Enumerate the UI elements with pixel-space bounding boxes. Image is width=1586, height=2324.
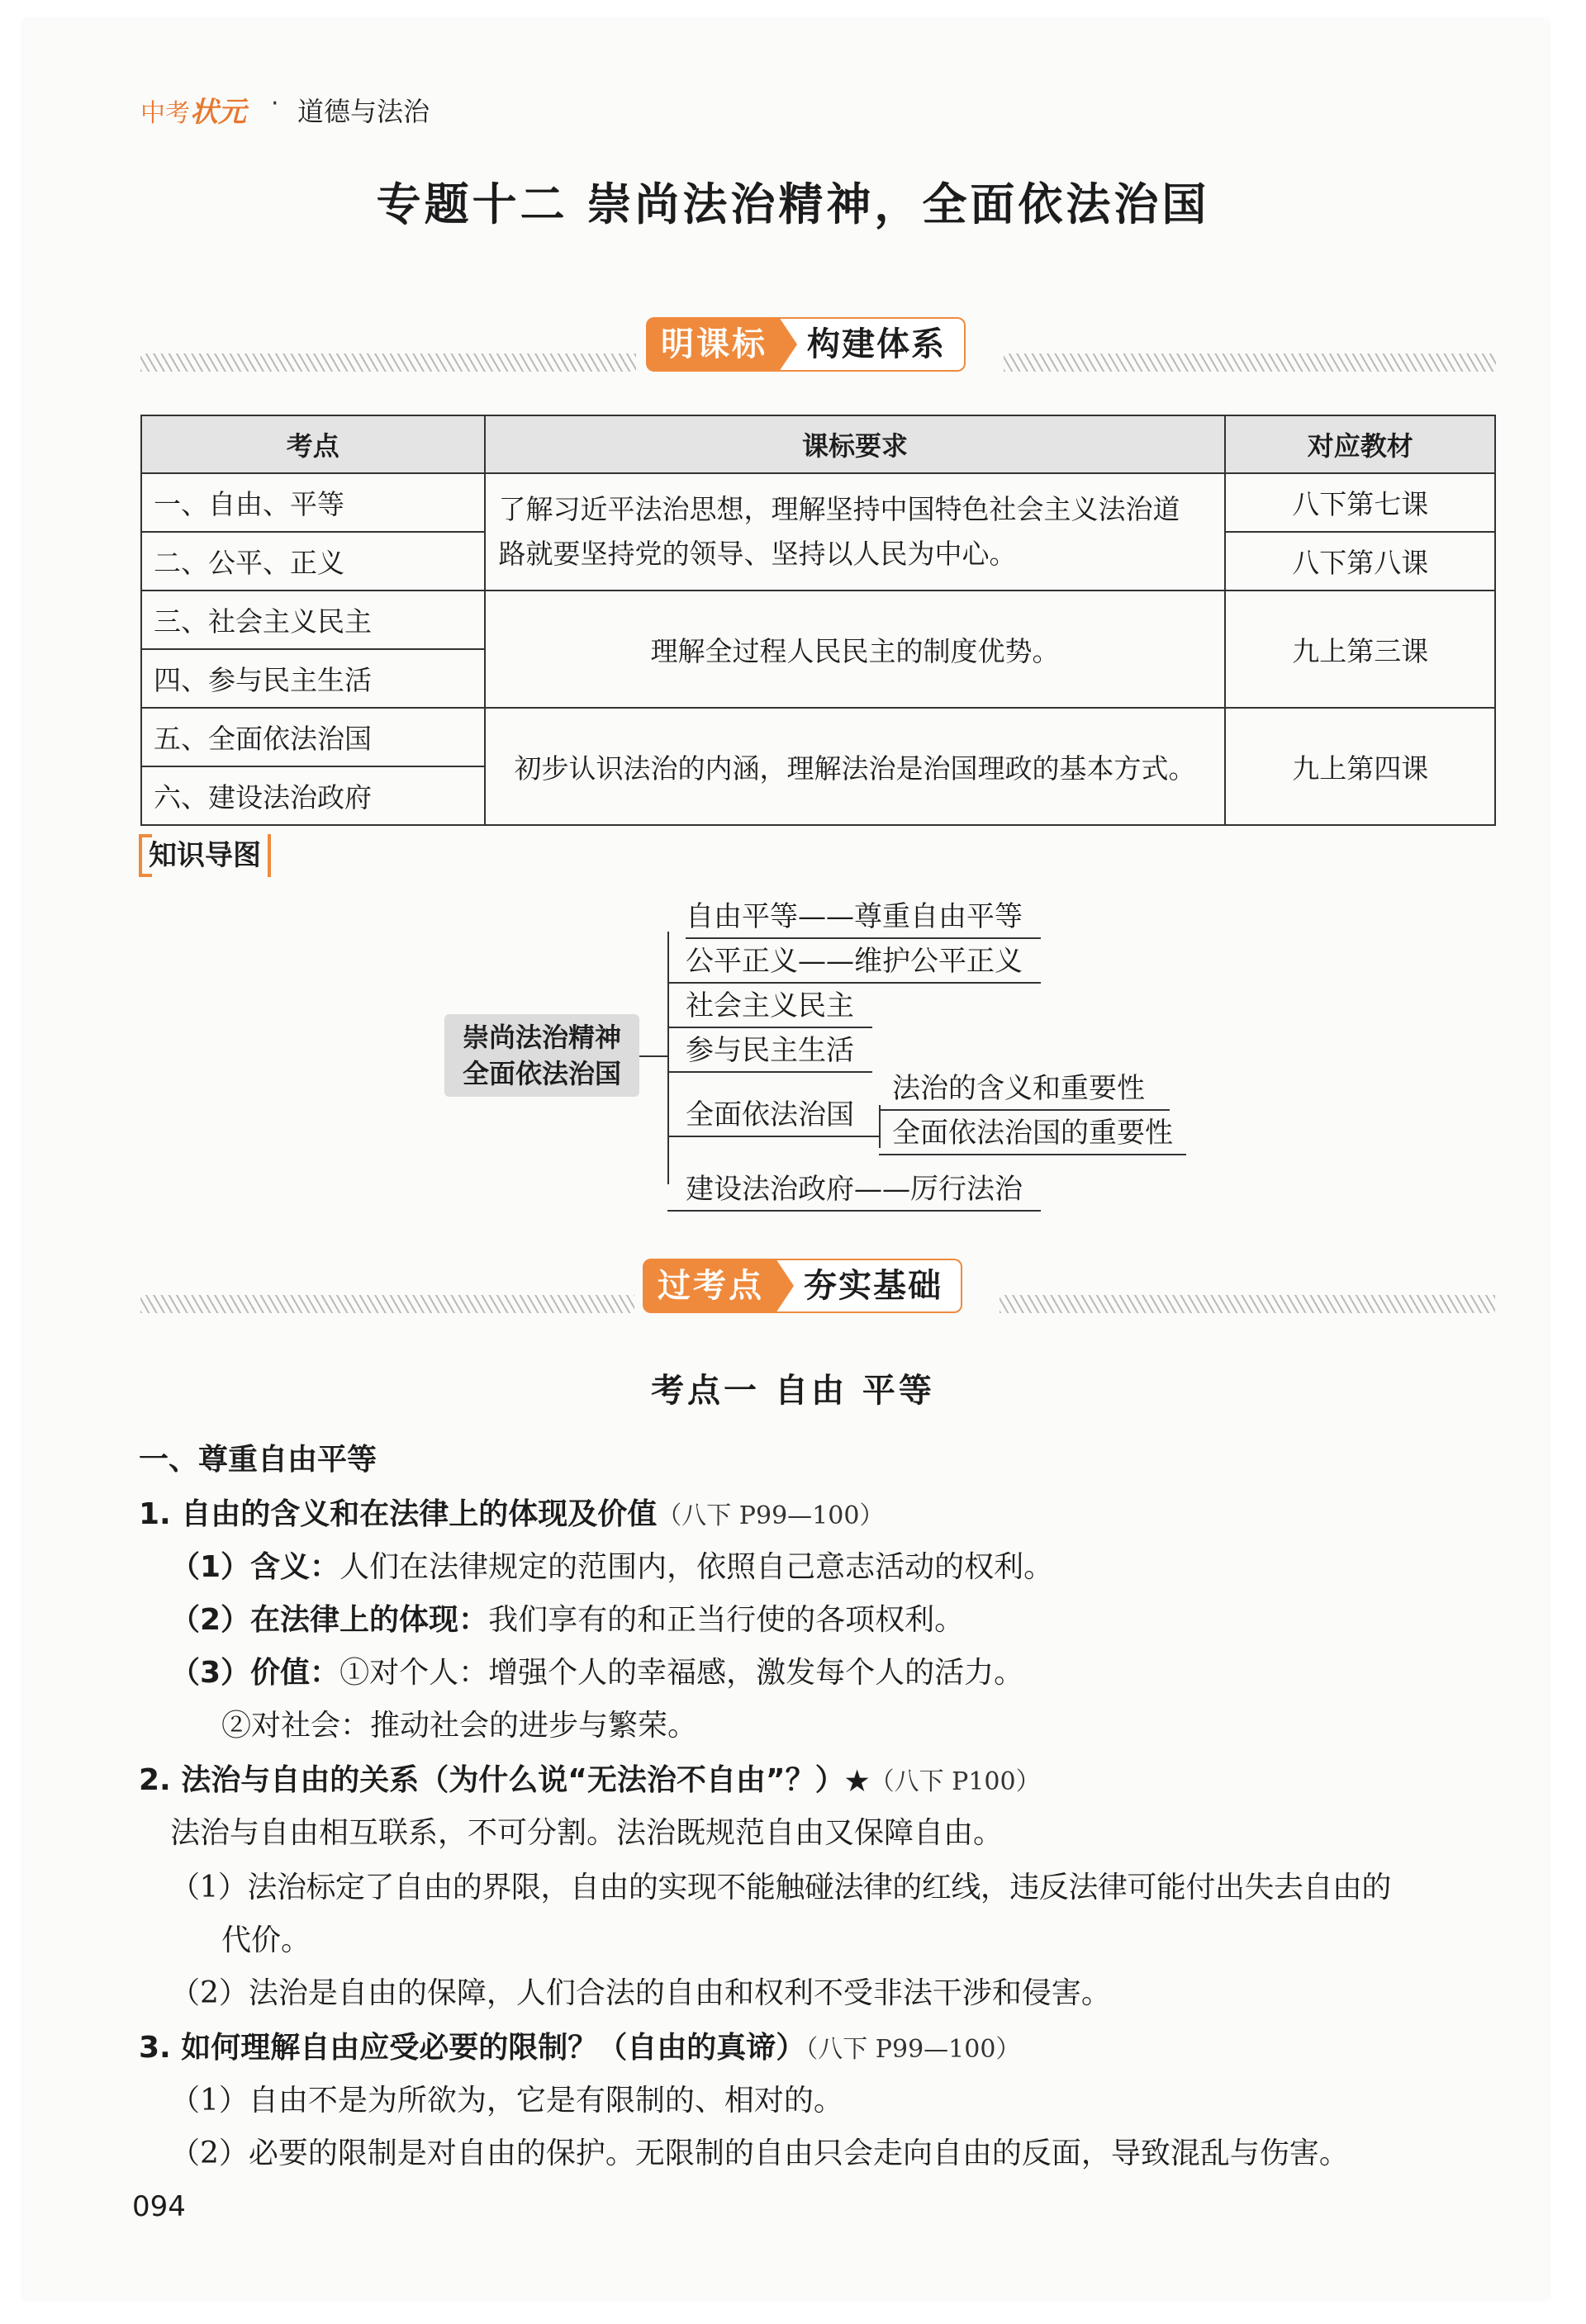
sub-branch-rule-importance: 全面依法治国的重要性: [879, 1110, 1186, 1155]
banner-right-label: 构建体系: [779, 317, 966, 372]
textbook-cell: 九上第三课: [1225, 590, 1495, 708]
requirement-cell: 理解全过程人民民主的制度优势。: [485, 590, 1226, 708]
page-title: 专题十二 崇尚法治精神，全面依法治国: [376, 178, 1210, 230]
star-icon: ★: [844, 1767, 870, 1796]
brand-highlight: 状元: [190, 96, 246, 129]
textbook-cell: 九上第四课: [1225, 708, 1495, 825]
subject-label: 道德与法治: [297, 96, 430, 127]
answer-text: 人们在法律规定的范围内，依照自己意志活动的权利。: [340, 1550, 1054, 1584]
header-cell: 考点: [141, 415, 485, 473]
textbook-ref: （八下 P100）: [869, 1767, 1041, 1796]
hatch-divider-right: [1000, 1295, 1495, 1313]
branch-law-based-government: 建设法治政府——厉行法治: [667, 1166, 1041, 1212]
answer-line: ②对社会：推动社会的进步与繁荣。: [221, 1709, 698, 1743]
answer-line: 代价。: [221, 1923, 311, 1957]
brand-prefix: 中考: [140, 99, 190, 128]
question-1: [139, 1497, 885, 1531]
table-row: [141, 590, 1495, 649]
header-cell: 课标要求: [485, 415, 1226, 473]
banner-left-label: 明课标: [646, 317, 779, 372]
answer-line: [170, 1550, 1054, 1584]
answer-line: 法治与自由相互联系，不可分割。法治既规范自由又保障自由。: [170, 1816, 1004, 1850]
branch-democratic-life: 参与民主生活: [667, 1027, 872, 1073]
answer-label: （2）在法律上的体现：: [170, 1603, 489, 1637]
heading-respect-freedom: 一、尊重自由平等: [139, 1443, 378, 1477]
answer-line: （2）法治是自由的保障，人们合法的自由和权利不受非法干涉和侵害。: [170, 1976, 1111, 2010]
point-cell: 一、自由、平等: [141, 473, 485, 532]
page-number: 094: [132, 2190, 186, 2223]
connector-line: [639, 1055, 667, 1057]
mindmap-root: [444, 1014, 639, 1097]
table-row: [141, 473, 1495, 532]
hatch-divider-left: [140, 353, 636, 372]
answer-line: （1）法治标定了自由的界限，自由的实现不能触碰法律的红线，违反法律可能付出失去自由的: [170, 1871, 1391, 1904]
answer-line: （1）自由不是为所欲为，它是有限制的、相对的。: [170, 2084, 843, 2118]
answer-label: （1）含义：: [170, 1550, 340, 1584]
requirement-line: 了解习近平法治思想，理解坚持中国特色社会主义法治道: [498, 493, 1180, 525]
hatch-divider-right: [1004, 353, 1496, 372]
point-cell: 四、参与民主生活: [141, 649, 485, 708]
textbook-ref: （八下 P99—100）: [805, 2035, 1021, 2064]
brand-logo: [140, 89, 246, 130]
section-banner-curriculum: [646, 317, 966, 372]
textbook-ref: （八下 P99—100）: [657, 1501, 885, 1530]
answer-text: 我们享有的和正当行使的各项权利。: [488, 1603, 965, 1637]
question-title: 3. 如何理解自由应受必要的限制？（自由的真谛）: [139, 2031, 806, 2065]
table-header-row: [141, 415, 1495, 473]
point-cell: 三、社会主义民主: [141, 590, 485, 649]
question-2: [139, 1763, 1041, 1797]
branch-rule-of-law: 全面依法治国: [667, 1092, 879, 1137]
banner-right-label: 夯实基础: [776, 1259, 962, 1313]
exam-point-title: 考点一 自由 平等: [651, 1372, 935, 1410]
textbook-cell: 八下第八课: [1225, 532, 1495, 590]
curriculum-table: [140, 415, 1496, 826]
answer-label: （3）价值：: [170, 1656, 340, 1690]
sub-branch-law-meaning: 法治的含义和重要性: [879, 1065, 1170, 1111]
hatch-divider-left: [140, 1295, 634, 1313]
branch-socialist-democracy: 社会主义民主: [667, 983, 872, 1028]
root-line: 崇尚法治精神: [462, 1022, 621, 1053]
point-cell: 六、建设法治政府: [141, 766, 485, 825]
answer-line: [170, 1605, 964, 1635]
requirement-cell: 初步认识法治的内涵，理解法治是治国理政的基本方式。: [485, 708, 1226, 825]
answer-line: （2）必要的限制是对自由的保护。无限制的自由只会走向自由的反面，导致混乱与伤害。: [170, 2137, 1349, 2170]
requirement-line: 路就要坚持党的领导、坚持以人民为中心。: [498, 538, 1017, 570]
root-line: 全面依法治国: [462, 1058, 621, 1089]
banner-left-label: 过考点: [643, 1259, 776, 1313]
branch-freedom-equality: 自由平等——尊重自由平等: [686, 894, 1041, 939]
question-title: 2. 法治与自由的关系（为什么说“无法治不自由”？）: [139, 1763, 845, 1797]
textbook-cell: 八下第七课: [1225, 473, 1495, 532]
header-cell: 对应教材: [1225, 415, 1495, 473]
table-row: [141, 708, 1495, 766]
question-title: 1. 自由的含义和在法律上的体现及价值: [139, 1497, 658, 1531]
requirement-cell: [485, 473, 1226, 590]
section-banner-exam-points: [643, 1259, 962, 1313]
question-3: [139, 2033, 1020, 2063]
answer-line: [170, 1658, 1023, 1688]
point-cell: 二、公平、正义: [141, 532, 485, 590]
header-dot: ·: [271, 89, 279, 118]
point-cell: 五、全面依法治国: [141, 708, 485, 766]
mindmap-tag: 知识导图: [139, 834, 271, 877]
branch-fairness-justice: 公平正义——维护公平正义: [667, 938, 1041, 984]
answer-text: ①对个人：增强个人的幸福感，激发每个人的活力。: [340, 1656, 1024, 1690]
